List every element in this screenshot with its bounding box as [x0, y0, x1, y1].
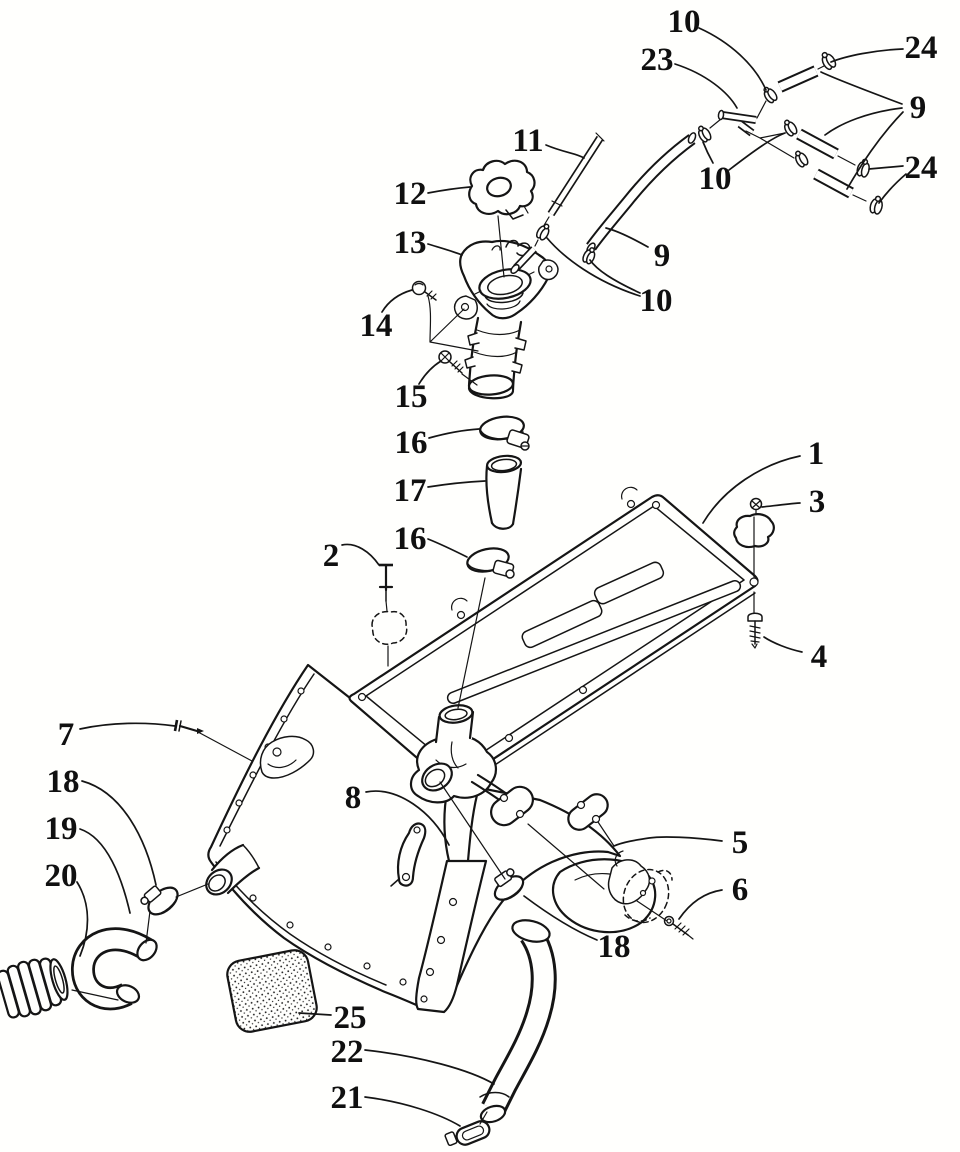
clamp-10-a [761, 85, 779, 104]
corrugated-hose-20 [0, 952, 73, 1022]
screw-4 [748, 613, 762, 648]
rivet-pin-2 [379, 565, 393, 601]
part-label-2-16: 2 [322, 537, 340, 574]
screw-6 [665, 917, 694, 940]
hose-clamp-16-upper [479, 414, 530, 450]
part-label-6-26: 6 [731, 871, 749, 908]
part-label-10-5: 10 [698, 160, 732, 197]
part-label-18-27: 18 [597, 928, 631, 965]
part-label-5-25: 5 [731, 824, 749, 861]
part-label-20-23: 20 [44, 857, 78, 894]
part-label-3-18: 3 [808, 483, 826, 520]
vent-hose-22 [479, 917, 552, 1125]
part-label-15-12: 15 [394, 378, 428, 415]
hose-17 [486, 454, 521, 529]
part-label-14-11: 14 [359, 307, 393, 344]
part-label-19-22: 19 [44, 810, 78, 847]
washer-grommet-3 [734, 514, 774, 547]
part-label-9-9: 9 [653, 237, 671, 274]
part-label-21-30: 21 [330, 1079, 364, 1116]
part-label-17-14: 17 [393, 472, 427, 509]
clamp-10-b [781, 118, 798, 137]
part-label-16-15: 16 [393, 520, 427, 557]
clamp-10-d [695, 124, 712, 143]
tee-fitting-23 [710, 110, 756, 133]
part-label-7-20: 7 [57, 716, 75, 753]
foam-pad-25 [225, 948, 319, 1034]
hose-clamp-18-left [139, 877, 183, 920]
part-label-16-13: 16 [394, 424, 428, 461]
hose-clamp-16-lower [465, 545, 514, 578]
part-label-4-19: 4 [810, 638, 828, 675]
clamp-10-e [535, 222, 552, 241]
part-label-18-21: 18 [46, 763, 80, 800]
part-label-25-28: 25 [333, 999, 367, 1036]
part-label-10-10: 10 [639, 282, 673, 319]
part-label-10-0: 10 [667, 3, 701, 40]
part-label-13-8: 13 [393, 224, 427, 261]
filler-cap [469, 161, 534, 219]
part-label-8-24: 8 [344, 779, 362, 816]
screw-15 [439, 351, 463, 373]
screw-14 [413, 282, 437, 301]
rivet-pin-7 [175, 720, 204, 734]
part-label-24-4: 24 [904, 149, 938, 186]
part-label-24-2: 24 [904, 29, 938, 66]
hose-clamp-21 [445, 1118, 492, 1151]
grommet-phantom [372, 612, 407, 645]
part-label-11-6: 11 [512, 122, 544, 159]
part-label-22-29: 22 [330, 1033, 364, 1070]
part-label-23-1: 23 [640, 41, 674, 78]
clamp-10-c [792, 149, 809, 168]
part-label-12-7: 12 [393, 175, 427, 212]
elbow-hose-19 [83, 936, 161, 1006]
part-label-9-3: 9 [909, 89, 927, 126]
part-label-1-17: 1 [807, 435, 825, 472]
